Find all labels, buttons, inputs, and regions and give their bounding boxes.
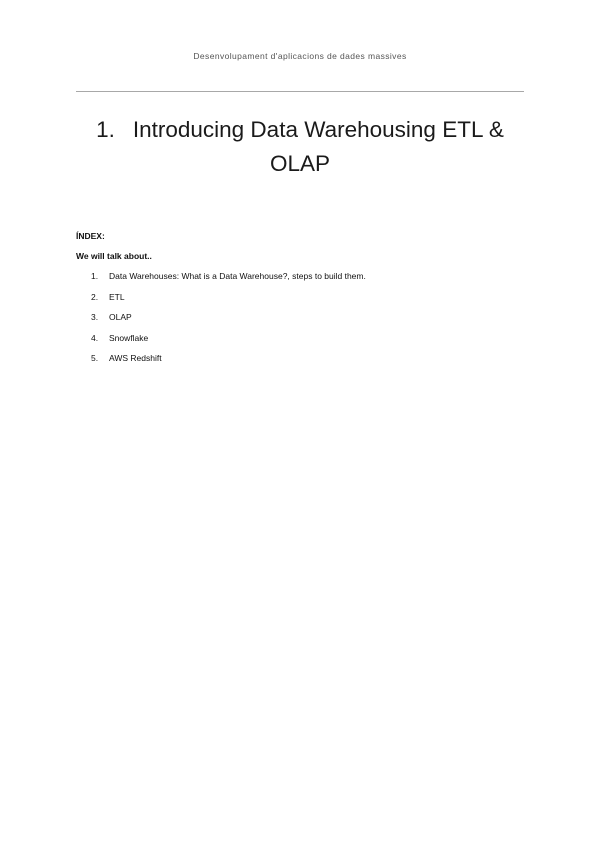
- list-item-text: ETL: [109, 291, 125, 302]
- list-item-text: Data Warehouses: What is a Data Warehouse?, steps to build them.: [109, 271, 366, 281]
- list-item-number: 5.: [91, 353, 99, 363]
- list-item-text: OLAP: [109, 312, 132, 322]
- list-item-number: 4.: [91, 332, 99, 343]
- list-item-number: 1.: [91, 271, 99, 281]
- title-number: 1.: [96, 117, 115, 142]
- index-label: ÍNDEX:: [76, 231, 105, 241]
- header-divider: [76, 91, 524, 92]
- title-line-2: OLAP: [269, 151, 331, 176]
- list-item-text: AWS Redshift: [109, 353, 162, 363]
- list-item-text: Snowflake: [109, 332, 149, 343]
- list-item-number: 2.: [91, 291, 99, 302]
- title-line-1: Introducing Data Warehousing ETL &: [132, 117, 504, 142]
- list-item-number: 3.: [91, 312, 99, 322]
- index-intro: We will talk about..: [76, 251, 152, 261]
- document-title: [76, 113, 524, 181]
- running-header: Desenvolupament d'aplicacions de dades massives: [193, 51, 407, 61]
